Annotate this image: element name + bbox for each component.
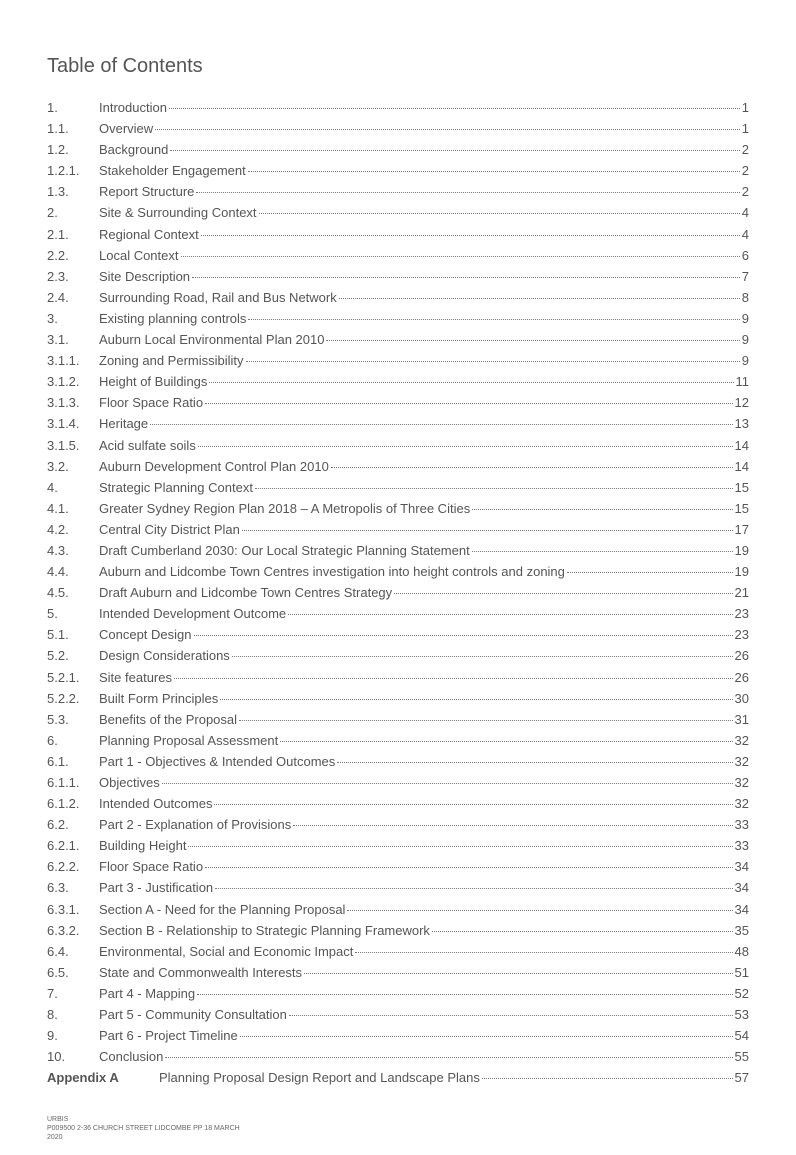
- toc-dot-leader: [170, 150, 739, 151]
- toc-dot-leader: [304, 973, 732, 974]
- toc-entry-title: Objectives: [99, 775, 160, 790]
- toc-dot-leader: [355, 952, 732, 953]
- toc-entry-number: 6.1.2.: [47, 796, 80, 812]
- toc-entry[interactable]: [47, 477, 749, 498]
- toc-entry-title: Auburn and Lidcombe Town Centres investigation into height controls and zoning: [99, 564, 565, 580]
- toc-entry-number: 6.4.: [47, 943, 69, 959]
- toc-entry-page-number: 26: [734, 669, 749, 685]
- page-footer: [47, 1115, 240, 1142]
- toc-entry-page-number: 32: [734, 732, 749, 748]
- toc-entry-title: Local Context: [99, 247, 179, 263]
- toc-entry-page-number: 17: [734, 521, 749, 537]
- toc-entry-number: 1.2.1.: [47, 163, 80, 179]
- toc-dot-leader: [205, 867, 732, 868]
- footer-year: 2020: [47, 1134, 63, 1141]
- toc-entry-page-number: 52: [734, 985, 749, 1001]
- toc-dot-leader: [162, 783, 733, 784]
- toc-entry[interactable]: [47, 245, 749, 266]
- toc-dot-leader: [394, 593, 732, 594]
- toc-appendix-entry[interactable]: [47, 1067, 749, 1088]
- toc-entry-title: Central City District Plan: [99, 521, 240, 537]
- footer-company: URBIS: [47, 1116, 69, 1123]
- toc-entry-number: 8.: [47, 1007, 58, 1023]
- toc-entry-page-number: 4: [741, 226, 749, 242]
- toc-entry-page-number: 15: [734, 500, 749, 516]
- toc-entry-page-number: 54: [734, 1028, 749, 1044]
- toc-entry-title: State and Commonwealth Interests: [99, 964, 303, 980]
- toc-dot-leader: [331, 467, 733, 468]
- toc-entry[interactable]: [47, 688, 749, 709]
- toc-entry-page-number: 33: [734, 817, 749, 833]
- toc-entry-number: 9.: [47, 1028, 58, 1044]
- toc-entry-title: Design Considerations: [99, 648, 230, 664]
- toc-entry-title: Draft Auburn and Lidcombe Town Centres Strategy: [99, 585, 393, 601]
- toc-entry-title: Part 2 - Explanation of Provisions: [99, 817, 292, 833]
- toc-entry[interactable]: [47, 899, 749, 920]
- toc-dot-leader: [215, 888, 732, 889]
- toc-entry-page-number: 35: [734, 922, 749, 938]
- toc-entry-page-number: 9: [741, 332, 749, 348]
- toc-entry-page-number: 14: [734, 458, 749, 474]
- toc-entry[interactable]: [47, 582, 749, 603]
- toc-entry-title: Intended Development Outcome: [99, 606, 287, 622]
- toc-entry-page-number: 32: [734, 753, 749, 769]
- toc-entry[interactable]: [47, 392, 749, 413]
- toc-entry-page-number: 32: [734, 775, 749, 790]
- toc-entry[interactable]: [47, 941, 749, 962]
- toc-entry-title: Environmental, Social and Economic Impact: [99, 943, 354, 959]
- toc-dot-leader: [248, 171, 740, 172]
- toc-entry[interactable]: [47, 1025, 749, 1046]
- toc-entry-number: 6.2.: [47, 817, 69, 833]
- toc-entry-page-number: 7: [741, 268, 749, 284]
- toc-dot-leader: [472, 509, 732, 510]
- toc-entry[interactable]: [47, 118, 749, 139]
- toc-entry[interactable]: [47, 603, 749, 624]
- toc-entry-title: Introduction: [99, 100, 167, 115]
- toc-entry-number: 5.2.1.: [47, 669, 80, 685]
- toc-entry[interactable]: [47, 97, 749, 118]
- toc-entry-page-number: 21: [734, 585, 749, 601]
- toc-entry-title: Section A - Need for the Planning Proposal: [99, 901, 346, 917]
- toc-entry-number: 6.3.1.: [47, 901, 80, 917]
- toc-dot-leader: [181, 256, 740, 257]
- toc-dot-leader: [432, 931, 733, 932]
- toc-dot-leader: [288, 614, 732, 615]
- toc-entry[interactable]: [47, 877, 749, 898]
- toc-dot-leader: [280, 741, 732, 742]
- toc-entry-page-number: 32: [734, 796, 749, 812]
- toc-entry-title: Existing planning controls: [99, 310, 247, 326]
- toc-entry-page-number: 31: [734, 711, 749, 727]
- toc-entry[interactable]: [47, 920, 749, 941]
- toc-entry-title: Strategic Planning Context: [99, 479, 253, 495]
- toc-dot-leader: [198, 446, 733, 447]
- toc-entry-title: Site features: [99, 669, 172, 685]
- toc-entry-number: 4.5.: [47, 585, 69, 601]
- toc-entry[interactable]: [47, 983, 749, 1004]
- toc-entry-number: 5.2.: [47, 648, 69, 664]
- toc-entry-title: Acid sulfate soils: [99, 437, 196, 453]
- toc-entry-number: 3.1.: [47, 332, 69, 348]
- toc-entry[interactable]: [47, 814, 749, 835]
- toc-dot-leader: [155, 129, 740, 130]
- toc-entry[interactable]: [47, 435, 749, 456]
- toc-entry[interactable]: [47, 329, 749, 350]
- toc-entry-title: Greater Sydney Region Plan 2018 – A Metropolis of Three Cities: [99, 500, 471, 516]
- toc-entry-number: 1.3.: [47, 184, 69, 200]
- toc-dot-leader: [347, 910, 732, 911]
- toc-entry[interactable]: [47, 413, 749, 434]
- toc-dot-leader: [169, 108, 740, 109]
- toc-entry-number: 4.3.: [47, 542, 69, 558]
- toc-entry-number: 6.1.1.: [47, 775, 80, 790]
- toc-entry-title: Report Structure: [99, 184, 195, 200]
- toc-dot-leader: [232, 656, 733, 657]
- toc-entry-title: Auburn Local Environmental Plan 2010: [99, 332, 325, 348]
- toc-entry-page-number: 30: [734, 690, 749, 706]
- toc-entry-page-number: 55: [734, 1049, 749, 1065]
- toc-entry-number: 2.: [47, 205, 58, 221]
- toc-dot-leader: [246, 361, 740, 362]
- toc-entry-number: 3.2.: [47, 458, 69, 474]
- page-title: Table of Contents: [47, 55, 203, 77]
- toc-entry[interactable]: [47, 350, 749, 371]
- toc-entry-number: 1.1.: [47, 121, 69, 137]
- toc-entry-page-number: 2: [741, 163, 749, 179]
- toc-entry-number: 4.2.: [47, 521, 69, 537]
- toc-entry[interactable]: [47, 645, 749, 666]
- toc-entry-number: 6.2.2.: [47, 859, 80, 875]
- toc-entry[interactable]: [47, 308, 749, 329]
- toc-entry-number: 4.1.: [47, 500, 69, 516]
- toc-entry-page-number: 8: [741, 289, 749, 305]
- toc-dot-leader: [339, 298, 740, 299]
- toc-entry[interactable]: [47, 624, 749, 645]
- toc-entry-number: 2.2.: [47, 247, 69, 263]
- toc-dot-leader: [214, 804, 732, 805]
- toc-entry-page-number: 23: [734, 606, 749, 622]
- toc-entry-title: Background: [99, 142, 169, 158]
- toc-entry-page-number: 1: [741, 121, 749, 137]
- toc-entry-title: Building Height: [99, 838, 187, 854]
- toc-entry-page-number: 9: [741, 310, 749, 326]
- toc-entry-page-number: 23: [734, 627, 749, 643]
- toc-entry-title: Intended Outcomes: [99, 796, 213, 812]
- toc-dot-leader: [337, 762, 732, 763]
- toc-entry-page-number: 12: [734, 395, 749, 411]
- toc-entry-number: 6.5.: [47, 964, 69, 980]
- toc-entry-title: Floor Space Ratio: [99, 859, 204, 875]
- toc-dot-leader: [472, 551, 733, 552]
- toc-dot-leader: [196, 192, 739, 193]
- toc-entry[interactable]: [47, 709, 749, 730]
- toc-entry[interactable]: [47, 181, 749, 202]
- toc-entry-title: Regional Context: [99, 226, 199, 242]
- toc-entry-number: 3.1.4.: [47, 416, 80, 432]
- toc-dot-leader: [248, 319, 739, 320]
- toc-entry-title: Conclusion: [99, 1049, 164, 1065]
- toc-dot-leader: [201, 235, 740, 236]
- toc-entry[interactable]: [47, 751, 749, 772]
- toc-entry-number: 3.: [47, 310, 58, 326]
- toc-entry-title: Part 4 - Mapping: [99, 985, 196, 1001]
- toc-entry[interactable]: [47, 730, 749, 751]
- toc-dot-leader: [165, 1057, 732, 1058]
- toc-entry[interactable]: [47, 1046, 749, 1067]
- toc-entry-number: 1.2.: [47, 142, 69, 158]
- toc-entry-page-number: 15: [734, 479, 749, 495]
- toc-dot-leader: [150, 424, 732, 425]
- toc-dot-leader: [174, 678, 733, 679]
- toc-entry-title: Stakeholder Engagement: [99, 163, 246, 179]
- toc-dot-leader: [192, 277, 740, 278]
- toc-dot-leader: [326, 340, 739, 341]
- toc-entry-number: 3.1.1.: [47, 353, 80, 369]
- toc-entry[interactable]: [47, 793, 749, 814]
- toc-entry-title: Section B - Relationship to Strategic Planning Framework: [99, 922, 430, 938]
- toc-dot-leader: [220, 699, 732, 700]
- toc-entry-number: Appendix A: [47, 1070, 119, 1086]
- toc-entry[interactable]: [47, 266, 749, 287]
- toc-entry-number: 6.3.: [47, 880, 69, 896]
- toc-entry-page-number: 6: [741, 247, 749, 263]
- toc-dot-leader: [188, 846, 732, 847]
- toc-entry-page-number: 57: [734, 1070, 749, 1086]
- toc-entry-number: 4.: [47, 479, 58, 495]
- toc-entry-title: Draft Cumberland 2030: Our Local Strategic Planning Statement: [99, 542, 470, 558]
- toc-entry[interactable]: [47, 856, 749, 877]
- toc-entry[interactable]: [47, 498, 749, 519]
- toc-dot-leader: [242, 530, 733, 531]
- toc-entry-page-number: 11: [735, 374, 749, 390]
- toc-entry-page-number: 2: [741, 184, 749, 200]
- toc-entry-page-number: 33: [734, 838, 749, 854]
- toc-dot-leader: [293, 825, 732, 826]
- toc-entry-title: Concept Design: [99, 627, 192, 643]
- toc-dot-leader: [194, 635, 733, 636]
- toc-dot-leader: [205, 403, 732, 404]
- toc-entry[interactable]: [47, 667, 749, 688]
- toc-entry-page-number: 34: [734, 880, 749, 896]
- toc-dot-leader: [482, 1078, 733, 1079]
- toc-entry-page-number: 4: [741, 205, 749, 221]
- toc-entry-title: Planning Proposal Design Report and Landscape Plans: [159, 1070, 480, 1086]
- table-of-contents: [47, 97, 749, 1088]
- toc-entry-number: 2.3.: [47, 268, 69, 284]
- toc-dot-leader: [259, 213, 740, 214]
- toc-entry-page-number: 53: [734, 1007, 749, 1023]
- toc-entry-number: 5.: [47, 606, 58, 622]
- toc-entry-number: 5.1.: [47, 627, 69, 643]
- toc-dot-leader: [239, 720, 733, 721]
- toc-entry-number: 7.: [47, 985, 58, 1001]
- toc-entry-page-number: 14: [734, 437, 749, 453]
- toc-entry[interactable]: [47, 835, 749, 856]
- toc-entry[interactable]: [47, 160, 749, 181]
- toc-dot-leader: [567, 572, 733, 573]
- toc-entry-title: Overview: [99, 121, 154, 137]
- toc-entry-title: Part 6 - Project Timeline: [99, 1028, 238, 1044]
- toc-entry[interactable]: [47, 456, 749, 477]
- toc-entry-title: Benefits of the Proposal: [99, 711, 238, 727]
- toc-entry-page-number: 1: [741, 100, 749, 115]
- toc-entry[interactable]: [47, 962, 749, 983]
- toc-entry-page-number: 26: [734, 648, 749, 664]
- toc-entry-number: 3.1.5.: [47, 437, 80, 453]
- toc-dot-leader: [240, 1036, 733, 1037]
- toc-entry-page-number: 34: [734, 901, 749, 917]
- toc-entry-page-number: 51: [734, 964, 749, 980]
- toc-entry-number: 1.: [47, 100, 58, 115]
- toc-entry-number: 10.: [47, 1049, 66, 1065]
- toc-entry-number: 5.3.: [47, 711, 69, 727]
- toc-entry-title: Height of Buildings: [99, 374, 208, 390]
- toc-entry[interactable]: [47, 224, 749, 245]
- toc-entry-number: 4.4.: [47, 564, 69, 580]
- toc-entry-number: 6.: [47, 732, 58, 748]
- toc-entry[interactable]: [47, 519, 749, 540]
- toc-entry-number: 3.1.2.: [47, 374, 80, 390]
- toc-entry-number: 6.2.1.: [47, 838, 80, 854]
- toc-entry-page-number: 19: [734, 564, 749, 580]
- toc-entry-number: 6.1.: [47, 753, 69, 769]
- toc-entry-page-number: 19: [734, 542, 749, 558]
- toc-dot-leader: [289, 1015, 733, 1016]
- toc-entry-number: 5.2.2.: [47, 690, 80, 706]
- toc-entry-title: Built Form Principles: [99, 690, 219, 706]
- footer-project: P009500 2-36 CHURCH STREET LIDCOMBE PP 18 MARCH: [47, 1125, 240, 1132]
- toc-entry-number: 2.4.: [47, 289, 69, 305]
- toc-entry-title: Planning Proposal Assessment: [99, 732, 279, 748]
- toc-entry-title: Heritage: [99, 416, 149, 432]
- toc-entry-page-number: 34: [734, 859, 749, 875]
- toc-dot-leader: [197, 994, 732, 995]
- toc-entry-title: Zoning and Permissibility: [99, 353, 244, 369]
- toc-entry-number: 3.1.3.: [47, 395, 80, 411]
- toc-entry-page-number: 9: [741, 353, 749, 369]
- toc-entry[interactable]: [47, 1004, 749, 1025]
- toc-entry-number: 6.3.2.: [47, 922, 80, 938]
- toc-entry[interactable]: [47, 202, 749, 223]
- toc-entry[interactable]: [47, 287, 749, 308]
- toc-entry-page-number: 48: [734, 943, 749, 959]
- toc-entry-title: Part 5 - Community Consultation: [99, 1007, 287, 1023]
- toc-dot-leader: [209, 382, 733, 383]
- toc-entry-title: Site & Surrounding Context: [99, 205, 257, 221]
- toc-entry[interactable]: [47, 540, 749, 561]
- toc-dot-leader: [255, 488, 733, 489]
- toc-entry[interactable]: [47, 772, 749, 793]
- toc-entry[interactable]: [47, 371, 749, 392]
- toc-entry-page-number: 13: [734, 416, 749, 432]
- toc-entry-title: Site Description: [99, 268, 191, 284]
- toc-entry-page-number: 2: [741, 142, 749, 158]
- toc-entry-title: Auburn Development Control Plan 2010: [99, 458, 329, 474]
- toc-entry-number: 2.1.: [47, 226, 69, 242]
- toc-entry-title: Part 3 - Justification: [99, 880, 214, 896]
- toc-entry-title: Part 1 - Objectives & Intended Outcomes: [99, 753, 336, 769]
- toc-entry[interactable]: [47, 139, 749, 160]
- toc-entry-title: Surrounding Road, Rail and Bus Network: [99, 289, 337, 305]
- toc-entry-title: Floor Space Ratio: [99, 395, 204, 411]
- toc-entry[interactable]: [47, 561, 749, 582]
